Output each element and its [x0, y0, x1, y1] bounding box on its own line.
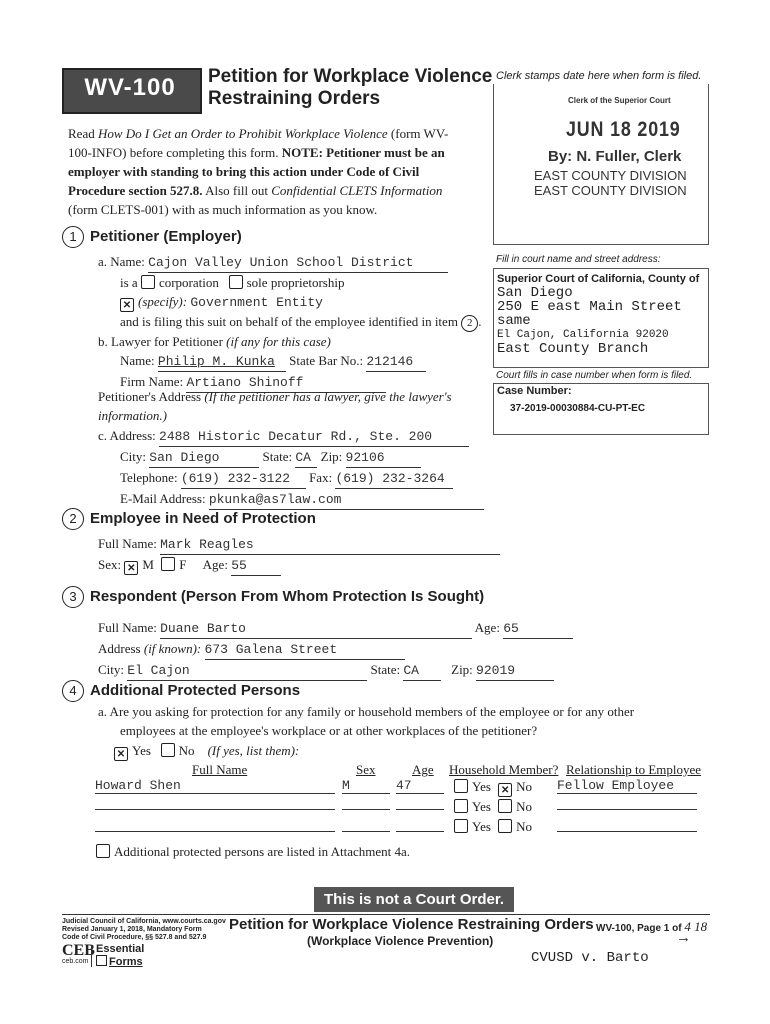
- protected-person-age[interactable]: 47: [396, 778, 444, 794]
- protected-person-relationship-2[interactable]: [557, 808, 697, 810]
- court-fill-label: Fill in court name and street address:: [496, 254, 661, 265]
- employee-age[interactable]: 55: [231, 556, 281, 576]
- household-row3: Yes No: [454, 817, 532, 836]
- additional-no-checkbox[interactable]: [161, 743, 175, 757]
- household-yes-checkbox[interactable]: [454, 799, 468, 813]
- section1-heading: 1 Petitioner (Employer): [62, 226, 242, 248]
- form-title-line1: Petition for Workplace Violence: [208, 66, 493, 87]
- section2-heading: 2 Employee in Need of Protection: [62, 508, 316, 530]
- petitioner-address-note: Petitioner's Address (If the petitioner has a lawyer, give the lawyer's information.): [98, 389, 452, 423]
- lawyer-name[interactable]: Philip M. Kunka: [158, 352, 286, 372]
- form-code: WV-100: [84, 74, 176, 101]
- footer-subtitle: (Workplace Violence Prevention): [307, 934, 494, 948]
- court-street: 250 E east Main Street: [497, 299, 682, 315]
- col-age: Age: [412, 762, 434, 777]
- additional-yes-checkbox[interactable]: [114, 747, 128, 761]
- section4-question: a. Are you asking for protection for any family or household members of the employee or for any other employees at the employee's workplace or at other workplaces of the petitioner?: [98, 704, 635, 738]
- stamp-division-2: EAST COUNTY DIVISION: [534, 183, 687, 198]
- section-number: 1: [62, 226, 84, 248]
- specify-value[interactable]: Government Entity: [190, 295, 323, 310]
- col-relationship: Relationship to Employee: [566, 762, 702, 777]
- court-address: [497, 286, 682, 356]
- protected-person-sex[interactable]: M: [342, 778, 390, 794]
- attachment-checkbox[interactable]: [96, 844, 110, 858]
- protected-person-sex-2[interactable]: [342, 808, 390, 810]
- section2-body: Full Name: Mark Reagles Sex: ✕ M F Age: 55: [98, 534, 518, 576]
- household-no-checkbox[interactable]: [498, 819, 512, 833]
- corporation-checkbox[interactable]: [141, 275, 155, 289]
- protected-person-relationship-3[interactable]: [557, 830, 697, 832]
- protected-person-name-3[interactable]: [95, 830, 335, 832]
- col-sex: Sex: [356, 762, 376, 777]
- employee-sex-m-checkbox[interactable]: [124, 561, 138, 575]
- household-no-checkbox[interactable]: [498, 799, 512, 813]
- respondent-city[interactable]: El Cajon: [127, 661, 367, 681]
- petitioner-zip[interactable]: 92106: [346, 448, 421, 468]
- section4-yesno: ✕Yes No (If yes, list them):: [114, 741, 299, 761]
- section1-body: a. Name: Cajon Valley Union School District is a corporation sole proprietorship ✕(specify): Government Entity and is filing this suit on behalf of the employee identified in item 2 . b. Lawyer for Petitioner (if any for this case) Name: Philip M. Kunka State Bar No.: 212146 Firm Name: Artiano Shinoff: [98, 252, 493, 393]
- section4-heading: 4 Additional Protected Persons: [62, 680, 300, 702]
- footer-title: Petition for Workplace Violence Restraining Orders: [229, 916, 594, 933]
- respondent-address[interactable]: 673 Galena Street: [205, 640, 405, 660]
- case-number-label: Case Number:: [497, 385, 572, 397]
- household-row1: Yes ✕ No: [454, 777, 532, 797]
- court-branch: East County Branch: [497, 341, 649, 357]
- employee-name[interactable]: Mark Reagles: [160, 535, 500, 555]
- section1-address: c. Address: 2488 Historic Decatur Rd., Ste. 200 City: San Diego State: CA Zip: 92106 Telephone: (619) 232-3122 Fax: (619) 232-3264 E-Mail Address: pkunka@as7law.com: [98, 426, 498, 510]
- not-court-order-banner: This is not a Court Order.: [314, 887, 514, 912]
- stamp-by: By: N. Fuller, Clerk: [548, 148, 682, 165]
- specify-checkbox[interactable]: [120, 298, 134, 312]
- petitioner-email[interactable]: pkunka@as7law.com: [209, 490, 484, 510]
- petitioner-city[interactable]: San Diego: [149, 448, 259, 468]
- stamp-clerk-court: Clerk of the Superior Court: [568, 96, 671, 105]
- petitioner-fax[interactable]: (619) 232-3264: [335, 469, 453, 489]
- page-number: WV-100, Page 1 of 4 18: [596, 919, 708, 934]
- protected-person-age-3[interactable]: [396, 830, 444, 832]
- ceb-logo: CEB ceb.com: [62, 942, 95, 965]
- col-household: Household Member?: [449, 762, 559, 777]
- case-fill-label: Court fills in case number when form is filed.: [496, 370, 693, 381]
- bar-number[interactable]: 212146: [366, 352, 426, 372]
- household-yes-checkbox[interactable]: [454, 779, 468, 793]
- col-full-name: Full Name: [192, 762, 248, 777]
- form-title-line2: Restraining Orders: [208, 88, 381, 109]
- petitioner-name[interactable]: Cajon Valley Union School District: [148, 253, 448, 273]
- employee-sex-f-checkbox[interactable]: [161, 557, 175, 571]
- protected-person-name[interactable]: Howard Shen: [95, 778, 335, 794]
- arrow-icon: →: [676, 930, 691, 946]
- attachment-line: Additional protected persons are listed in Attachment 4a.: [96, 842, 410, 861]
- court-county: San Diego: [497, 285, 573, 301]
- court-name-label: Superior Court of California, County of: [497, 273, 700, 285]
- petitioner-telephone[interactable]: (619) 232-3122: [181, 469, 306, 489]
- petitioner-state[interactable]: CA: [295, 448, 317, 468]
- clerk-stamp-label: Clerk stamps date here when form is filed.: [496, 70, 702, 82]
- case-short-title: CVUSD v. Barto: [531, 950, 649, 966]
- case-number: 37-2019-00030884-CU-PT-EC: [510, 403, 646, 414]
- essential-forms-logo: Essential Forms: [96, 943, 145, 968]
- stamp-date: JUN 18 2019: [566, 118, 681, 141]
- intro-paragraph: Read How Do I Get an Order to Prohibit Workplace Violence (form WV-100-INFO) before completing this form. NOTE: Petitioner must be an employer with standing to bring this action under Code of Civil Procedure section 527.8. Also fill out Confidential CLETS Information (form CLETS-001) with as much information as you know.: [68, 126, 449, 217]
- household-no-checkbox[interactable]: [498, 783, 512, 797]
- protected-person-age-2[interactable]: [396, 808, 444, 810]
- ceb-divider: [91, 945, 92, 967]
- protected-person-name-2[interactable]: [95, 808, 335, 810]
- respondent-zip[interactable]: 92019: [476, 661, 554, 681]
- respondent-age[interactable]: 65: [503, 619, 573, 639]
- sole-proprietorship-checkbox[interactable]: [229, 275, 243, 289]
- household-yes-checkbox[interactable]: [454, 819, 468, 833]
- protected-person-sex-3[interactable]: [342, 830, 390, 832]
- court-city-zip: El Cajon, California 92020: [497, 329, 669, 341]
- respondent-name[interactable]: Duane Barto: [160, 619, 472, 639]
- firm-name[interactable]: Artiano Shinoff: [186, 373, 386, 393]
- respondent-state[interactable]: CA: [403, 661, 441, 681]
- footer-rule: [62, 914, 710, 915]
- household-row2: Yes No: [454, 797, 532, 816]
- section3-heading: 3 Respondent (Person From Whom Protection Is Sought): [62, 586, 484, 608]
- section3-body: Full Name: Duane Barto Age: 65 Address (if known): 673 Galena Street City: El Cajon State: CA Zip: 92019: [98, 618, 618, 681]
- court-mailing: same: [497, 313, 531, 329]
- petitioner-address[interactable]: 2488 Historic Decatur Rd., Ste. 200: [159, 427, 469, 447]
- stamp-division-1: EAST COUNTY DIVISION: [534, 168, 687, 183]
- council-info: Judicial Council of California, www.courts.ca.gov Revised January 1, 2018, Mandatory Form Code of Civil Procedure, §§ 527.8 and 527.9: [62, 918, 226, 941]
- protected-person-relationship[interactable]: Fellow Employee: [557, 778, 697, 794]
